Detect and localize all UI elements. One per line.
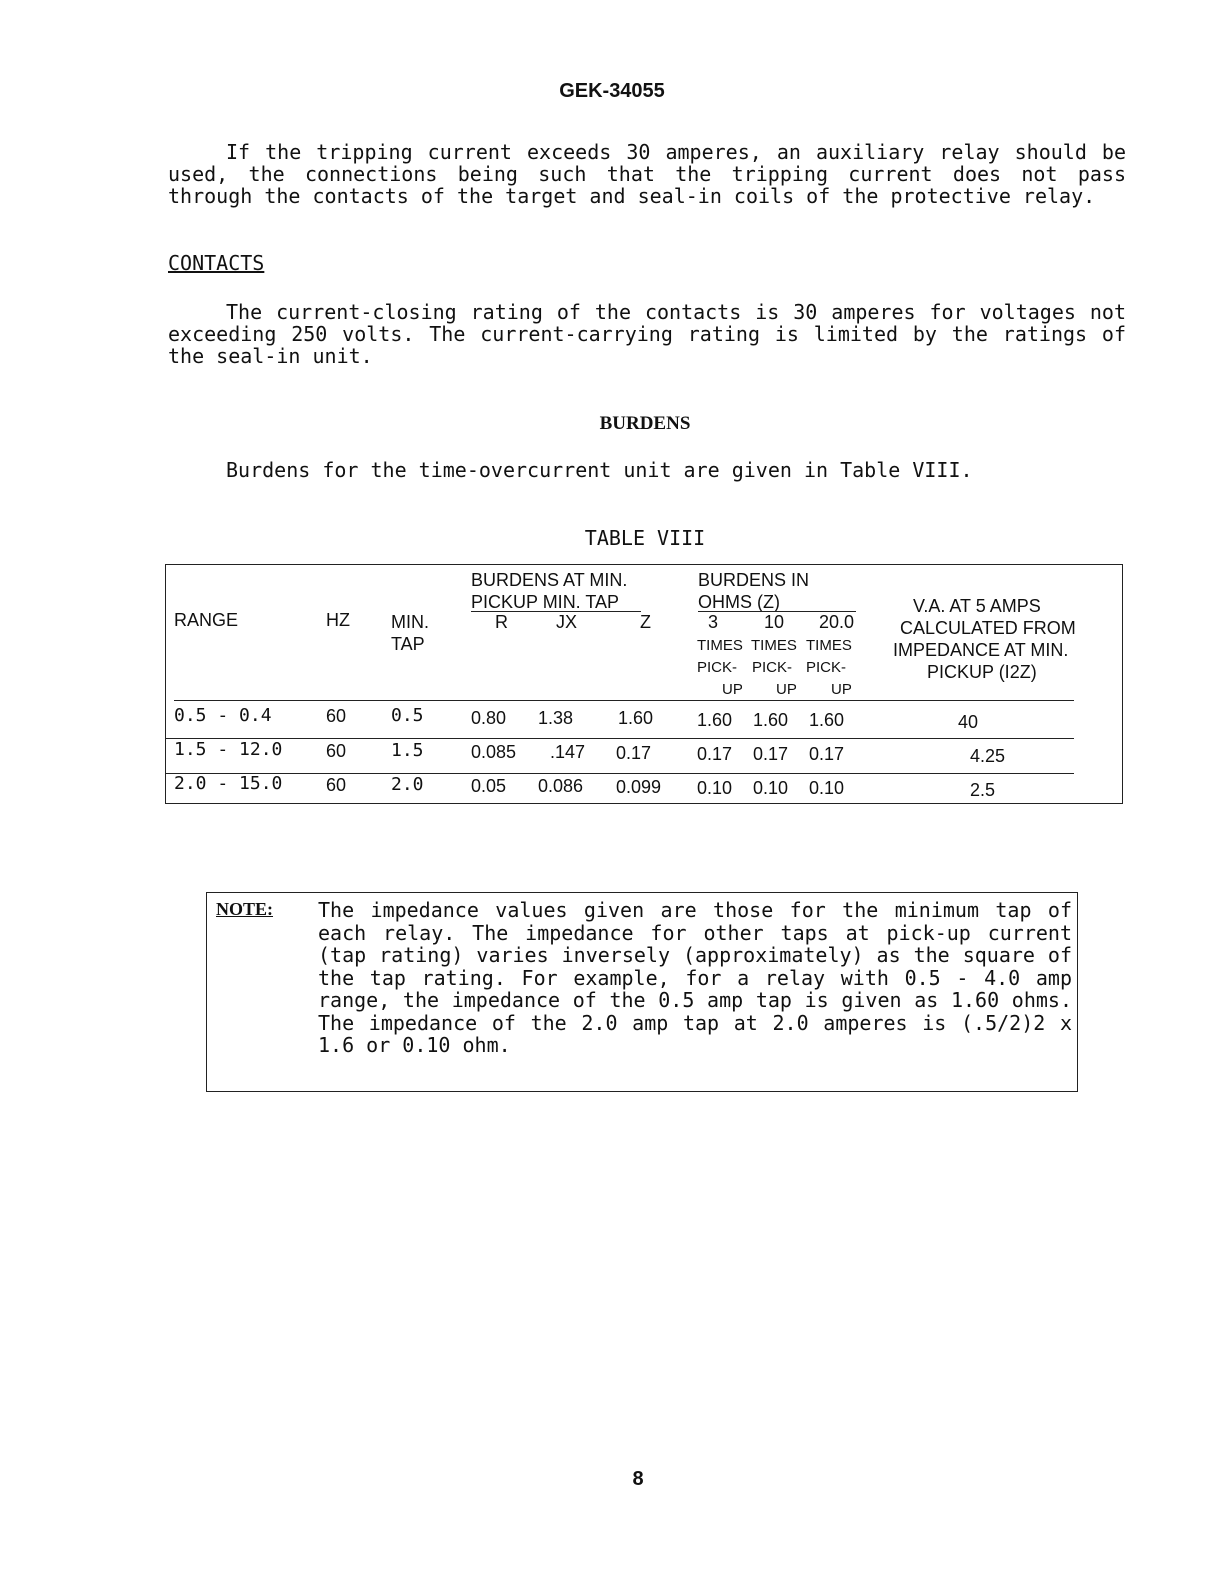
row3-min-tap: 2.0 [391,774,424,795]
row1-hz: 60 [326,706,347,726]
table-title: TABLE VIII [584,526,706,550]
header-times-3: 3 [708,612,719,632]
header-va-line2: CALCULATED FROM [900,618,1076,638]
header-times-word-1: TIMES [697,637,743,654]
burdens-sentence: Burdens for the time-overcurrent unit are given in Table VIII. [226,458,973,482]
row1-jx: 1.38 [538,708,574,728]
header-min-tap-line1: MIN. [391,612,429,632]
header-pickup-group-line2: PICKUP MIN. TAP [471,592,620,612]
burdens-heading: BURDENS [599,413,691,434]
row2-times-3: 0.17 [697,744,733,764]
intro-paragraph-text: If the tripping current exceeds 30 amperes, an auxiliary relay should be used, the connections being such that the tripping current does not pass through the contacts of the target and seal-in coils of the protective relay. [168,140,1126,208]
header-times-10: 10 [764,612,785,632]
note-box [206,892,1078,1092]
header-va-line1: V.A. AT 5 AMPS [913,596,1041,616]
row1-times-10: 1.60 [753,710,789,730]
note-label: NOTE: [216,899,274,919]
row3-range: 2.0 - 15.0 [174,773,283,794]
header-pick-word-2: PICK- [752,659,793,676]
row3-times-20: 0.10 [809,778,845,798]
page-number: 8 [632,1468,644,1490]
header-up-word-1: UP [722,681,743,698]
header-ohms-group-line2: OHMS (Z) [698,592,780,612]
row3-times-3: 0.10 [697,778,733,798]
row2-jx: .147 [550,742,586,762]
row3-hz: 60 [326,775,347,795]
header-pick-word-3: PICK- [806,659,847,676]
row2-hz: 60 [326,741,347,761]
row1-range: 0.5 - 0.4 [174,705,272,726]
row2-va: 4.25 [970,746,1006,766]
row1-va: 40 [958,712,979,732]
burden-table [165,564,1123,804]
row2-r: 0.085 [471,742,517,762]
header-ohms-group-line1: BURDENS IN [698,570,810,590]
header-r: R [495,612,508,632]
row-rule-1 [166,738,1074,739]
row3-r: 0.05 [471,776,507,796]
row2-times-20: 0.17 [809,744,845,764]
header-z: Z [640,612,651,632]
header-times-word-3: TIMES [806,637,852,654]
header-up-word-2: UP [776,681,797,698]
row1-min-tap: 0.5 [391,705,424,726]
header-min-tap-line2: TAP [391,634,425,654]
contacts-heading: CONTACTS [168,251,265,275]
note-text: The impedance values given are those for the minimum tap of each relay. The impedance for other taps at pick-up current (tap rating) varies inversely (approximately) as the square of the tap rating. For example, for a relay with 0.5 - 4.0 amp range, the impedance of the 0.5 amp tap is given as 1.60 ohms. The impedance of the 2.0 amp tap at 2.0 amperes is (.5/2)2 x 1.6 or 0.10 ohm. [318,898,1072,1057]
row1-r: 0.80 [471,708,507,728]
row2-min-tap: 1.5 [391,740,424,761]
header-va-line4: PICKUP (I2Z) [927,662,1037,682]
row2-times-10: 0.17 [753,744,789,764]
row2-range: 1.5 - 12.0 [174,739,283,760]
intro-paragraph [168,141,1126,207]
header-pick-word-1: PICK- [697,659,738,676]
header-up-word-3: UP [831,681,852,698]
row3-jx: 0.086 [538,776,584,796]
header-times-word-2: TIMES [751,637,797,654]
row2-z: 0.17 [616,743,652,763]
header-times-20: 20.0 [819,612,855,632]
row3-z: 0.099 [616,777,662,797]
row-rule-2 [166,773,1074,774]
contacts-paragraph-text: The current-closing rating of the contacts is 30 amperes for voltages not exceeding 250 volts. The current-carrying rating is limited by the ratings of the seal-in unit. [168,300,1126,368]
row1-times-20: 1.60 [809,710,845,730]
row3-va: 2.5 [970,780,996,800]
header-va-line3: IMPEDANCE AT MIN. [893,640,1069,660]
row1-z: 1.60 [618,708,654,728]
header-hz: HZ [326,610,350,630]
header-bottom-rule [174,700,1074,701]
header-pickup-group-line1: BURDENS AT MIN. [471,570,628,590]
header-range: RANGE [174,610,239,630]
contacts-paragraph [168,301,1126,367]
document-id: GEK-34055 [559,80,665,102]
row1-times-3: 1.60 [697,710,733,730]
row3-times-10: 0.10 [753,778,789,798]
header-jx: JX [556,612,578,632]
